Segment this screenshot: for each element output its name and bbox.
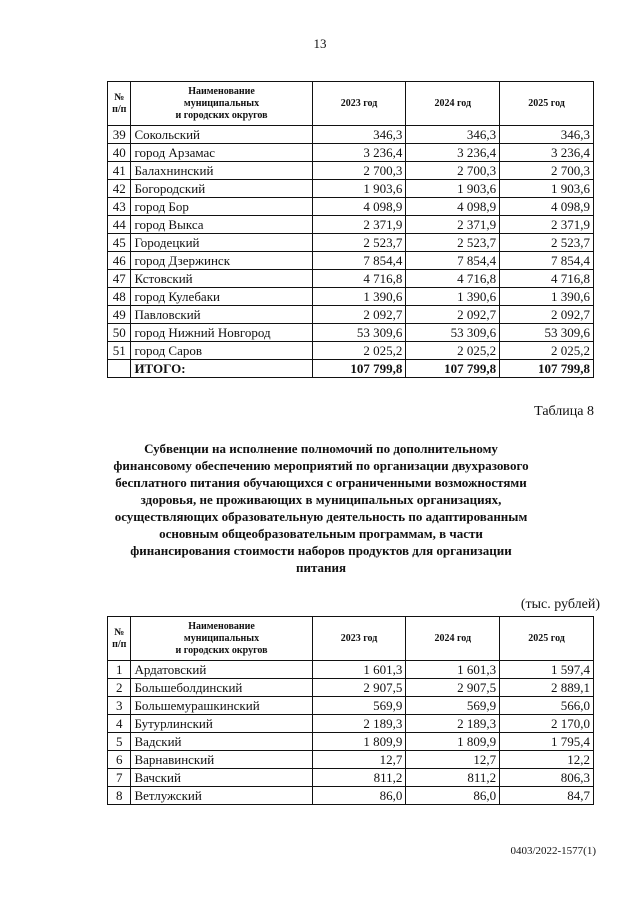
- row-num: 5: [108, 733, 131, 751]
- table-2-body: [108, 661, 594, 805]
- row-name: город Выкса: [131, 216, 312, 234]
- row-num: 50: [108, 324, 131, 342]
- row-2025: 1 390,6: [500, 288, 594, 306]
- row-num: 46: [108, 252, 131, 270]
- row-2025: 2 092,7: [500, 306, 594, 324]
- row-2024: 12,7: [406, 751, 500, 769]
- row-2024: 86,0: [406, 787, 500, 805]
- row-2025: 7 854,4: [500, 252, 594, 270]
- row-num: 48: [108, 288, 131, 306]
- row-2024: 1 601,3: [406, 661, 500, 679]
- row-2023: 1 903,6: [312, 180, 406, 198]
- row-2023: 86,0: [312, 787, 406, 805]
- table-row: [108, 270, 594, 288]
- row-2023: 2 189,3: [312, 715, 406, 733]
- row-2024: 1 809,9: [406, 733, 500, 751]
- row-2025: 2 025,2: [500, 342, 594, 360]
- row-name: Большемурашкинский: [131, 697, 312, 715]
- row-name: Павловский: [131, 306, 312, 324]
- row-2024: 569,9: [406, 697, 500, 715]
- row-2023: 2 025,2: [312, 342, 406, 360]
- document-number: 0403/2022-1577(1): [510, 845, 596, 857]
- row-name: город Кулебаки: [131, 288, 312, 306]
- row-2024: 2 025,2: [406, 342, 500, 360]
- data-table-2: [107, 616, 594, 805]
- row-2023: 1 809,9: [312, 733, 406, 751]
- row-2025: 2 170,0: [500, 715, 594, 733]
- units-label: (тыс. рублей): [520, 597, 600, 612]
- row-num: 6: [108, 751, 131, 769]
- header-2024: 2024 год: [406, 617, 500, 661]
- row-2025: 2 371,9: [500, 216, 594, 234]
- row-num: 41: [108, 162, 131, 180]
- table-row: [108, 679, 594, 697]
- row-name: Большеболдинский: [131, 679, 312, 697]
- row-2023: 346,3: [312, 126, 406, 144]
- row-2023: 3 236,4: [312, 144, 406, 162]
- row-2024: 1 903,6: [406, 180, 500, 198]
- table-row: [108, 342, 594, 360]
- row-2024: 2 189,3: [406, 715, 500, 733]
- table-row: [108, 751, 594, 769]
- row-name: город Саров: [131, 342, 312, 360]
- row-2025: 1 903,6: [500, 180, 594, 198]
- table-label: Таблица 8: [534, 404, 594, 419]
- table-row: [108, 324, 594, 342]
- header-2023: 2023 год: [312, 82, 406, 126]
- row-2024: 2 371,9: [406, 216, 500, 234]
- row-num: 44: [108, 216, 131, 234]
- table-row: [108, 198, 594, 216]
- row-2024: 4 098,9: [406, 198, 500, 216]
- total-2023: 107 799,8: [312, 360, 406, 378]
- row-num: 49: [108, 306, 131, 324]
- row-2023: 2 907,5: [312, 679, 406, 697]
- row-2025: 84,7: [500, 787, 594, 805]
- row-2025: 4 716,8: [500, 270, 594, 288]
- header-num: № п/п: [108, 82, 131, 126]
- table-row: [108, 715, 594, 733]
- table-row: [108, 769, 594, 787]
- row-name: город Бор: [131, 198, 312, 216]
- row-2025: 53 309,6: [500, 324, 594, 342]
- header-2025: 2025 год: [500, 82, 594, 126]
- table-row: [108, 162, 594, 180]
- row-num: 45: [108, 234, 131, 252]
- row-2023: 1 601,3: [312, 661, 406, 679]
- page-number: 13: [313, 36, 327, 51]
- table-row: [108, 144, 594, 162]
- row-2025: 4 098,9: [500, 198, 594, 216]
- row-2025: 346,3: [500, 126, 594, 144]
- row-2024: 3 236,4: [406, 144, 500, 162]
- row-2025: 3 236,4: [500, 144, 594, 162]
- total-num-cell: [108, 360, 131, 378]
- row-num: 2: [108, 679, 131, 697]
- table-row: [108, 252, 594, 270]
- header-2023: 2023 год: [312, 617, 406, 661]
- row-name: Сокольский: [131, 126, 312, 144]
- table-row: [108, 306, 594, 324]
- row-num: 51: [108, 342, 131, 360]
- row-2025: 1 795,4: [500, 733, 594, 751]
- row-name: Варнавинский: [131, 751, 312, 769]
- header-2024: 2024 год: [406, 82, 500, 126]
- row-2024: 2 092,7: [406, 306, 500, 324]
- table-row: [108, 234, 594, 252]
- row-name: Бутурлинский: [131, 715, 312, 733]
- row-2023: 53 309,6: [312, 324, 406, 342]
- row-2025: 806,3: [500, 769, 594, 787]
- row-2024: 2 523,7: [406, 234, 500, 252]
- row-name: Богородский: [131, 180, 312, 198]
- header-2025: 2025 год: [500, 617, 594, 661]
- table-row: [108, 733, 594, 751]
- table-row: [108, 216, 594, 234]
- row-2023: 1 390,6: [312, 288, 406, 306]
- row-2025: 1 597,4: [500, 661, 594, 679]
- row-name: Вачский: [131, 769, 312, 787]
- row-name: Ардатовский: [131, 661, 312, 679]
- row-2023: 2 092,7: [312, 306, 406, 324]
- data-table-1: [107, 81, 594, 378]
- row-2024: 2 907,5: [406, 679, 500, 697]
- row-name: город Арзамас: [131, 144, 312, 162]
- header-name: Наименование муниципальных и городских округов: [131, 82, 312, 126]
- row-2023: 4 716,8: [312, 270, 406, 288]
- row-num: 40: [108, 144, 131, 162]
- row-num: 47: [108, 270, 131, 288]
- row-num: 39: [108, 126, 131, 144]
- row-name: Балахнинский: [131, 162, 312, 180]
- row-2025: 12,2: [500, 751, 594, 769]
- row-2023: 2 523,7: [312, 234, 406, 252]
- total-row: [108, 360, 594, 378]
- row-num: 4: [108, 715, 131, 733]
- table-1-body: [108, 126, 594, 360]
- row-name: город Дзержинск: [131, 252, 312, 270]
- row-2024: 7 854,4: [406, 252, 500, 270]
- row-2023: 12,7: [312, 751, 406, 769]
- row-2023: 4 098,9: [312, 198, 406, 216]
- row-2024: 2 700,3: [406, 162, 500, 180]
- row-name: Городецкий: [131, 234, 312, 252]
- row-num: 8: [108, 787, 131, 805]
- row-2025: 566,0: [500, 697, 594, 715]
- row-name: Кстовский: [131, 270, 312, 288]
- header-num: № п/п: [108, 617, 131, 661]
- table-row: [108, 126, 594, 144]
- table-row: [108, 288, 594, 306]
- row-2023: 2 371,9: [312, 216, 406, 234]
- row-num: 43: [108, 198, 131, 216]
- table-row: [108, 787, 594, 805]
- row-num: 7: [108, 769, 131, 787]
- table-row: [108, 661, 594, 679]
- row-2024: 4 716,8: [406, 270, 500, 288]
- row-2025: 2 700,3: [500, 162, 594, 180]
- total-label: ИТОГО:: [131, 360, 312, 378]
- row-num: 42: [108, 180, 131, 198]
- row-2023: 811,2: [312, 769, 406, 787]
- row-2023: 7 854,4: [312, 252, 406, 270]
- row-name: Вадский: [131, 733, 312, 751]
- header-name: Наименование муниципальных и городских округов: [131, 617, 312, 661]
- row-2025: 2 523,7: [500, 234, 594, 252]
- section-title: Субвенции на исполнение полномочий по дополнительному финансовому обеспечению мероприятий по организации двухразового бесплатного питания обучающихся с ограниченными возможностями здоровья, не проживающих в муниципальных организациях, осуществляющих образовательную деятельность по адаптированным основным общеобразовательным программам, в части финансирования стоимости наборов продуктов для организации питания: [113, 441, 529, 575]
- row-num: 3: [108, 697, 131, 715]
- table-row: [108, 697, 594, 715]
- row-2023: 569,9: [312, 697, 406, 715]
- total-2024: 107 799,8: [406, 360, 500, 378]
- row-name: город Нижний Новгород: [131, 324, 312, 342]
- row-name: Ветлужский: [131, 787, 312, 805]
- row-2024: 53 309,6: [406, 324, 500, 342]
- row-2023: 2 700,3: [312, 162, 406, 180]
- row-2024: 346,3: [406, 126, 500, 144]
- row-2024: 1 390,6: [406, 288, 500, 306]
- row-2024: 811,2: [406, 769, 500, 787]
- table-row: [108, 180, 594, 198]
- row-2025: 2 889,1: [500, 679, 594, 697]
- total-2025: 107 799,8: [500, 360, 594, 378]
- row-num: 1: [108, 661, 131, 679]
